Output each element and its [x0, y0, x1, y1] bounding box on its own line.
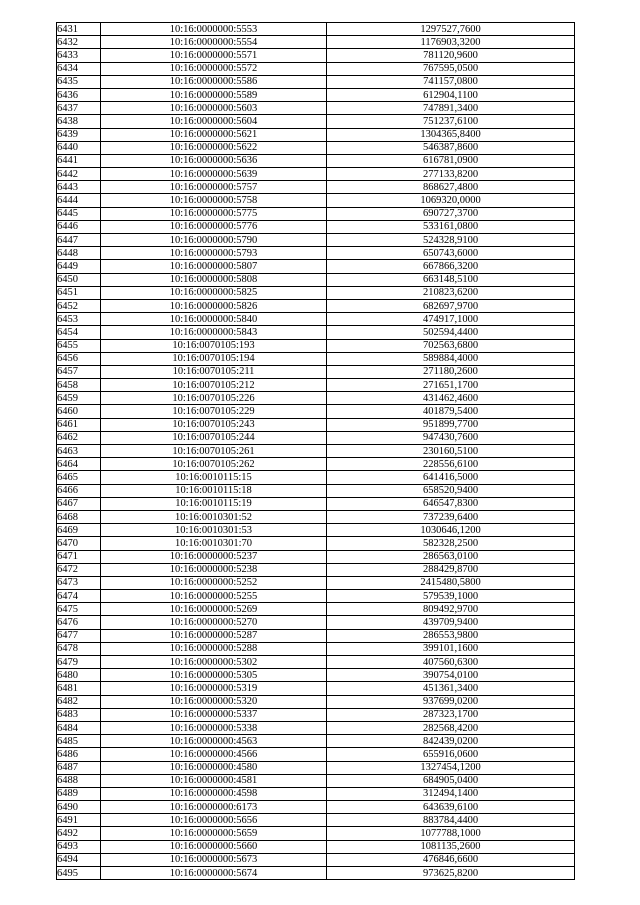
table-row — [57, 75, 575, 88]
row-number-cell: 6450 — [57, 273, 101, 286]
cadastral-number-cell: 10:16:0000000:5287 — [101, 629, 327, 642]
table-row — [57, 801, 575, 814]
value-cell: 589884,4000 — [327, 352, 575, 365]
value-cell: 401879,5400 — [327, 405, 575, 418]
value-cell: 1327454,1200 — [327, 761, 575, 774]
value-cell: 667866,3200 — [327, 260, 575, 273]
row-number-cell: 6488 — [57, 774, 101, 787]
cadastral-number-cell: 10:16:0070105:212 — [101, 379, 327, 392]
row-number-cell: 6445 — [57, 207, 101, 220]
value-cell: 781120,9600 — [327, 49, 575, 62]
row-number-cell: 6457 — [57, 365, 101, 378]
table-row — [57, 234, 575, 247]
row-number-cell: 6473 — [57, 576, 101, 589]
value-cell: 883784,4400 — [327, 814, 575, 827]
row-number-cell: 6486 — [57, 748, 101, 761]
table-row — [57, 220, 575, 233]
row-number-cell: 6484 — [57, 721, 101, 734]
table-row — [57, 168, 575, 181]
cadastral-number-cell: 10:16:0000000:5660 — [101, 840, 327, 853]
table-row — [57, 576, 575, 589]
value-cell: 286553,9800 — [327, 629, 575, 642]
value-cell: 1077788,1000 — [327, 827, 575, 840]
table-body — [57, 23, 575, 880]
cadastral-number-cell: 10:16:0000000:5269 — [101, 603, 327, 616]
value-cell: 2415480,5800 — [327, 576, 575, 589]
cadastral-number-cell: 10:16:0000000:5639 — [101, 168, 327, 181]
row-number-cell: 6472 — [57, 563, 101, 576]
table-row — [57, 695, 575, 708]
value-cell: 474917,1000 — [327, 313, 575, 326]
table-row — [57, 761, 575, 774]
row-number-cell: 6485 — [57, 735, 101, 748]
data-table — [56, 22, 575, 880]
cadastral-number-cell: 10:16:0000000:5603 — [101, 102, 327, 115]
table-row — [57, 141, 575, 154]
value-cell: 650743,6000 — [327, 247, 575, 260]
row-number-cell: 6453 — [57, 313, 101, 326]
row-number-cell: 6456 — [57, 352, 101, 365]
cadastral-number-cell: 10:16:0000000:5826 — [101, 299, 327, 312]
table-row — [57, 62, 575, 75]
table-row — [57, 405, 575, 418]
cadastral-number-cell: 10:16:0000000:5305 — [101, 669, 327, 682]
row-number-cell: 6434 — [57, 62, 101, 75]
table-row — [57, 550, 575, 563]
cadastral-number-cell: 10:16:0000000:5758 — [101, 194, 327, 207]
row-number-cell: 6492 — [57, 827, 101, 840]
table-row — [57, 840, 575, 853]
value-cell: 947430,7600 — [327, 431, 575, 444]
table-row — [57, 853, 575, 866]
table-row — [57, 365, 575, 378]
value-cell: 658520,9400 — [327, 484, 575, 497]
value-cell: 616781,0900 — [327, 154, 575, 167]
cadastral-number-cell: 10:16:0000000:5571 — [101, 49, 327, 62]
cadastral-number-cell: 10:16:0000000:5255 — [101, 590, 327, 603]
table-row — [57, 563, 575, 576]
cadastral-number-cell: 10:16:0000000:5554 — [101, 36, 327, 49]
row-number-cell: 6448 — [57, 247, 101, 260]
value-cell: 690727,3700 — [327, 207, 575, 220]
row-number-cell: 6479 — [57, 656, 101, 669]
table-row — [57, 115, 575, 128]
table-row — [57, 590, 575, 603]
value-cell: 407560,6300 — [327, 656, 575, 669]
table-row — [57, 418, 575, 431]
value-cell: 312494,1400 — [327, 787, 575, 800]
row-number-cell: 6455 — [57, 339, 101, 352]
table-row — [57, 629, 575, 642]
cadastral-number-cell: 10:16:0010115:19 — [101, 497, 327, 510]
value-cell: 663148,5100 — [327, 273, 575, 286]
cadastral-number-cell: 10:16:0000000:5252 — [101, 576, 327, 589]
value-cell: 1030646,1200 — [327, 524, 575, 537]
value-cell: 282568,4200 — [327, 721, 575, 734]
cadastral-number-cell: 10:16:0070105:229 — [101, 405, 327, 418]
table-row — [57, 708, 575, 721]
row-number-cell: 6436 — [57, 88, 101, 101]
value-cell: 1069320,0000 — [327, 194, 575, 207]
cadastral-number-cell: 10:16:0000000:5656 — [101, 814, 327, 827]
cadastral-number-cell: 10:16:0000000:4566 — [101, 748, 327, 761]
value-cell: 937699,0200 — [327, 695, 575, 708]
value-cell: 646547,8300 — [327, 497, 575, 510]
cadastral-number-cell: 10:16:0000000:5825 — [101, 286, 327, 299]
cadastral-number-cell: 10:16:0070105:243 — [101, 418, 327, 431]
table-row — [57, 379, 575, 392]
cadastral-number-cell: 10:16:0000000:5673 — [101, 853, 327, 866]
row-number-cell: 6487 — [57, 761, 101, 774]
cadastral-number-cell: 10:16:0000000:4563 — [101, 735, 327, 748]
row-number-cell: 6449 — [57, 260, 101, 273]
cadastral-number-cell: 10:16:0000000:5586 — [101, 75, 327, 88]
value-cell: 951899,7700 — [327, 418, 575, 431]
cadastral-number-cell: 10:16:0000000:5793 — [101, 247, 327, 260]
table-row — [57, 616, 575, 629]
row-number-cell: 6482 — [57, 695, 101, 708]
cadastral-number-cell: 10:16:0000000:5807 — [101, 260, 327, 273]
table-row — [57, 154, 575, 167]
row-number-cell: 6433 — [57, 49, 101, 62]
row-number-cell: 6489 — [57, 787, 101, 800]
row-number-cell: 6435 — [57, 75, 101, 88]
cadastral-number-cell: 10:16:0070105:194 — [101, 352, 327, 365]
cadastral-number-cell: 10:16:0010115:15 — [101, 471, 327, 484]
value-cell: 431462,4600 — [327, 392, 575, 405]
cadastral-number-cell: 10:16:0000000:5776 — [101, 220, 327, 233]
table-row — [57, 313, 575, 326]
cadastral-number-cell: 10:16:0000000:5589 — [101, 88, 327, 101]
value-cell: 579539,1000 — [327, 590, 575, 603]
value-cell: 643639,6100 — [327, 801, 575, 814]
table-row — [57, 814, 575, 827]
value-cell: 476846,6600 — [327, 853, 575, 866]
value-cell: 747891,3400 — [327, 102, 575, 115]
cadastral-number-cell: 10:16:0000000:5604 — [101, 115, 327, 128]
value-cell: 286563,0100 — [327, 550, 575, 563]
table-row — [57, 431, 575, 444]
row-number-cell: 6468 — [57, 510, 101, 523]
table-row — [57, 352, 575, 365]
table-row — [57, 669, 575, 682]
row-number-cell: 6475 — [57, 603, 101, 616]
cadastral-number-cell: 10:16:0010301:53 — [101, 524, 327, 537]
cadastral-number-cell: 10:16:0010301:52 — [101, 510, 327, 523]
table-row — [57, 36, 575, 49]
cadastral-number-cell: 10:16:0000000:5337 — [101, 708, 327, 721]
value-cell: 612904,1100 — [327, 88, 575, 101]
row-number-cell: 6491 — [57, 814, 101, 827]
cadastral-number-cell: 10:16:0000000:4598 — [101, 787, 327, 800]
value-cell: 533161,0800 — [327, 220, 575, 233]
row-number-cell: 6447 — [57, 234, 101, 247]
cadastral-number-cell: 10:16:0000000:5622 — [101, 141, 327, 154]
table-row — [57, 827, 575, 840]
table-row — [57, 867, 575, 880]
cadastral-number-cell: 10:16:0070105:211 — [101, 365, 327, 378]
row-number-cell: 6458 — [57, 379, 101, 392]
value-cell: 1304365,8400 — [327, 128, 575, 141]
table-row — [57, 88, 575, 101]
cadastral-number-cell: 10:16:0000000:4581 — [101, 774, 327, 787]
cadastral-number-cell: 10:16:0000000:5319 — [101, 682, 327, 695]
table-row — [57, 260, 575, 273]
table-row — [57, 23, 575, 36]
row-number-cell: 6483 — [57, 708, 101, 721]
cadastral-number-cell: 10:16:0000000:5238 — [101, 563, 327, 576]
cadastral-number-cell: 10:16:0000000:5302 — [101, 656, 327, 669]
cadastral-number-cell: 10:16:0000000:5338 — [101, 721, 327, 734]
value-cell: 271651,1700 — [327, 379, 575, 392]
row-number-cell: 6474 — [57, 590, 101, 603]
table-row — [57, 748, 575, 761]
value-cell: 390754,0100 — [327, 669, 575, 682]
table-row — [57, 656, 575, 669]
value-cell: 210823,6200 — [327, 286, 575, 299]
cadastral-number-cell: 10:16:0000000:5636 — [101, 154, 327, 167]
cadastral-number-cell: 10:16:0000000:5843 — [101, 326, 327, 339]
value-cell: 655916,0600 — [327, 748, 575, 761]
row-number-cell: 6493 — [57, 840, 101, 853]
cadastral-number-cell: 10:16:0000000:6173 — [101, 801, 327, 814]
cadastral-number-cell: 10:16:0000000:5288 — [101, 642, 327, 655]
cadastral-number-cell: 10:16:0000000:5757 — [101, 181, 327, 194]
value-cell: 451361,3400 — [327, 682, 575, 695]
row-number-cell: 6467 — [57, 497, 101, 510]
table-row — [57, 326, 575, 339]
table-row — [57, 247, 575, 260]
table-row — [57, 497, 575, 510]
row-number-cell: 6494 — [57, 853, 101, 866]
cadastral-number-cell: 10:16:0000000:5674 — [101, 867, 327, 880]
row-number-cell: 6459 — [57, 392, 101, 405]
table-row — [57, 524, 575, 537]
value-cell: 1297527,7600 — [327, 23, 575, 36]
cadastral-number-cell: 10:16:0070105:244 — [101, 431, 327, 444]
table-row — [57, 484, 575, 497]
value-cell: 1081135,2600 — [327, 840, 575, 853]
table-row — [57, 682, 575, 695]
value-cell: 702563,6800 — [327, 339, 575, 352]
table-row — [57, 471, 575, 484]
row-number-cell: 6461 — [57, 418, 101, 431]
cadastral-number-cell: 10:16:0000000:5572 — [101, 62, 327, 75]
row-number-cell: 6478 — [57, 642, 101, 655]
table-row — [57, 642, 575, 655]
table-row — [57, 735, 575, 748]
table-row — [57, 102, 575, 115]
cadastral-number-cell: 10:16:0000000:4580 — [101, 761, 327, 774]
cadastral-number-cell: 10:16:0000000:5237 — [101, 550, 327, 563]
row-number-cell: 6454 — [57, 326, 101, 339]
cadastral-number-cell: 10:16:0070105:193 — [101, 339, 327, 352]
table-row — [57, 510, 575, 523]
row-number-cell: 6452 — [57, 299, 101, 312]
row-number-cell: 6438 — [57, 115, 101, 128]
row-number-cell: 6432 — [57, 36, 101, 49]
row-number-cell: 6441 — [57, 154, 101, 167]
row-number-cell: 6469 — [57, 524, 101, 537]
row-number-cell: 6481 — [57, 682, 101, 695]
row-number-cell: 6460 — [57, 405, 101, 418]
value-cell: 399101,1600 — [327, 642, 575, 655]
value-cell: 809492,9700 — [327, 603, 575, 616]
table-row — [57, 194, 575, 207]
table-row — [57, 207, 575, 220]
value-cell: 546387,8600 — [327, 141, 575, 154]
value-cell: 1176903,3200 — [327, 36, 575, 49]
value-cell: 737239,6400 — [327, 510, 575, 523]
cadastral-number-cell: 10:16:0000000:5659 — [101, 827, 327, 840]
cadastral-number-cell: 10:16:0070105:226 — [101, 392, 327, 405]
value-cell: 287323,1700 — [327, 708, 575, 721]
value-cell: 842439,0200 — [327, 735, 575, 748]
row-number-cell: 6465 — [57, 471, 101, 484]
row-number-cell: 6443 — [57, 181, 101, 194]
cadastral-number-cell: 10:16:0000000:5808 — [101, 273, 327, 286]
value-cell: 582328,2500 — [327, 537, 575, 550]
table-row — [57, 286, 575, 299]
row-number-cell: 6476 — [57, 616, 101, 629]
table-row — [57, 339, 575, 352]
value-cell: 684905,0400 — [327, 774, 575, 787]
table-row — [57, 181, 575, 194]
table-row — [57, 603, 575, 616]
value-cell: 502594,4400 — [327, 326, 575, 339]
cadastral-number-cell: 10:16:0070105:262 — [101, 458, 327, 471]
value-cell: 439709,9400 — [327, 616, 575, 629]
row-number-cell: 6439 — [57, 128, 101, 141]
row-number-cell: 6471 — [57, 550, 101, 563]
value-cell: 288429,8700 — [327, 563, 575, 576]
value-cell: 277133,8200 — [327, 168, 575, 181]
table-row — [57, 299, 575, 312]
value-cell: 767595,0500 — [327, 62, 575, 75]
value-cell: 228556,6100 — [327, 458, 575, 471]
value-cell: 751237,6100 — [327, 115, 575, 128]
cadastral-number-cell: 10:16:0000000:5775 — [101, 207, 327, 220]
cadastral-number-cell: 10:16:0000000:5320 — [101, 695, 327, 708]
table-row — [57, 392, 575, 405]
row-number-cell: 6431 — [57, 23, 101, 36]
row-number-cell: 6462 — [57, 431, 101, 444]
row-number-cell: 6446 — [57, 220, 101, 233]
cadastral-number-cell: 10:16:0000000:5270 — [101, 616, 327, 629]
value-cell: 741157,0800 — [327, 75, 575, 88]
cadastral-number-cell: 10:16:0000000:5621 — [101, 128, 327, 141]
cadastral-number-cell: 10:16:0000000:5553 — [101, 23, 327, 36]
row-number-cell: 6470 — [57, 537, 101, 550]
cadastral-number-cell: 10:16:0010115:18 — [101, 484, 327, 497]
row-number-cell: 6466 — [57, 484, 101, 497]
row-number-cell: 6437 — [57, 102, 101, 115]
cadastral-number-cell: 10:16:0070105:261 — [101, 445, 327, 458]
table-row — [57, 445, 575, 458]
cadastral-number-cell: 10:16:0000000:5840 — [101, 313, 327, 326]
table-row — [57, 787, 575, 800]
cadastral-number-cell: 10:16:0000000:5790 — [101, 234, 327, 247]
row-number-cell: 6490 — [57, 801, 101, 814]
table-row — [57, 128, 575, 141]
cadastral-number-cell: 10:16:0010301:70 — [101, 537, 327, 550]
row-number-cell: 6442 — [57, 168, 101, 181]
row-number-cell: 6480 — [57, 669, 101, 682]
value-cell: 973625,8200 — [327, 867, 575, 880]
table-row — [57, 458, 575, 471]
table-row — [57, 49, 575, 62]
row-number-cell: 6463 — [57, 445, 101, 458]
row-number-cell: 6495 — [57, 867, 101, 880]
row-number-cell: 6451 — [57, 286, 101, 299]
value-cell: 230160,5100 — [327, 445, 575, 458]
table-row — [57, 273, 575, 286]
row-number-cell: 6440 — [57, 141, 101, 154]
value-cell: 524328,9100 — [327, 234, 575, 247]
table-row — [57, 537, 575, 550]
value-cell: 641416,5000 — [327, 471, 575, 484]
value-cell: 868627,4800 — [327, 181, 575, 194]
value-cell: 271180,2600 — [327, 365, 575, 378]
value-cell: 682697,9700 — [327, 299, 575, 312]
row-number-cell: 6477 — [57, 629, 101, 642]
table-row — [57, 721, 575, 734]
table-row — [57, 774, 575, 787]
row-number-cell: 6464 — [57, 458, 101, 471]
row-number-cell: 6444 — [57, 194, 101, 207]
